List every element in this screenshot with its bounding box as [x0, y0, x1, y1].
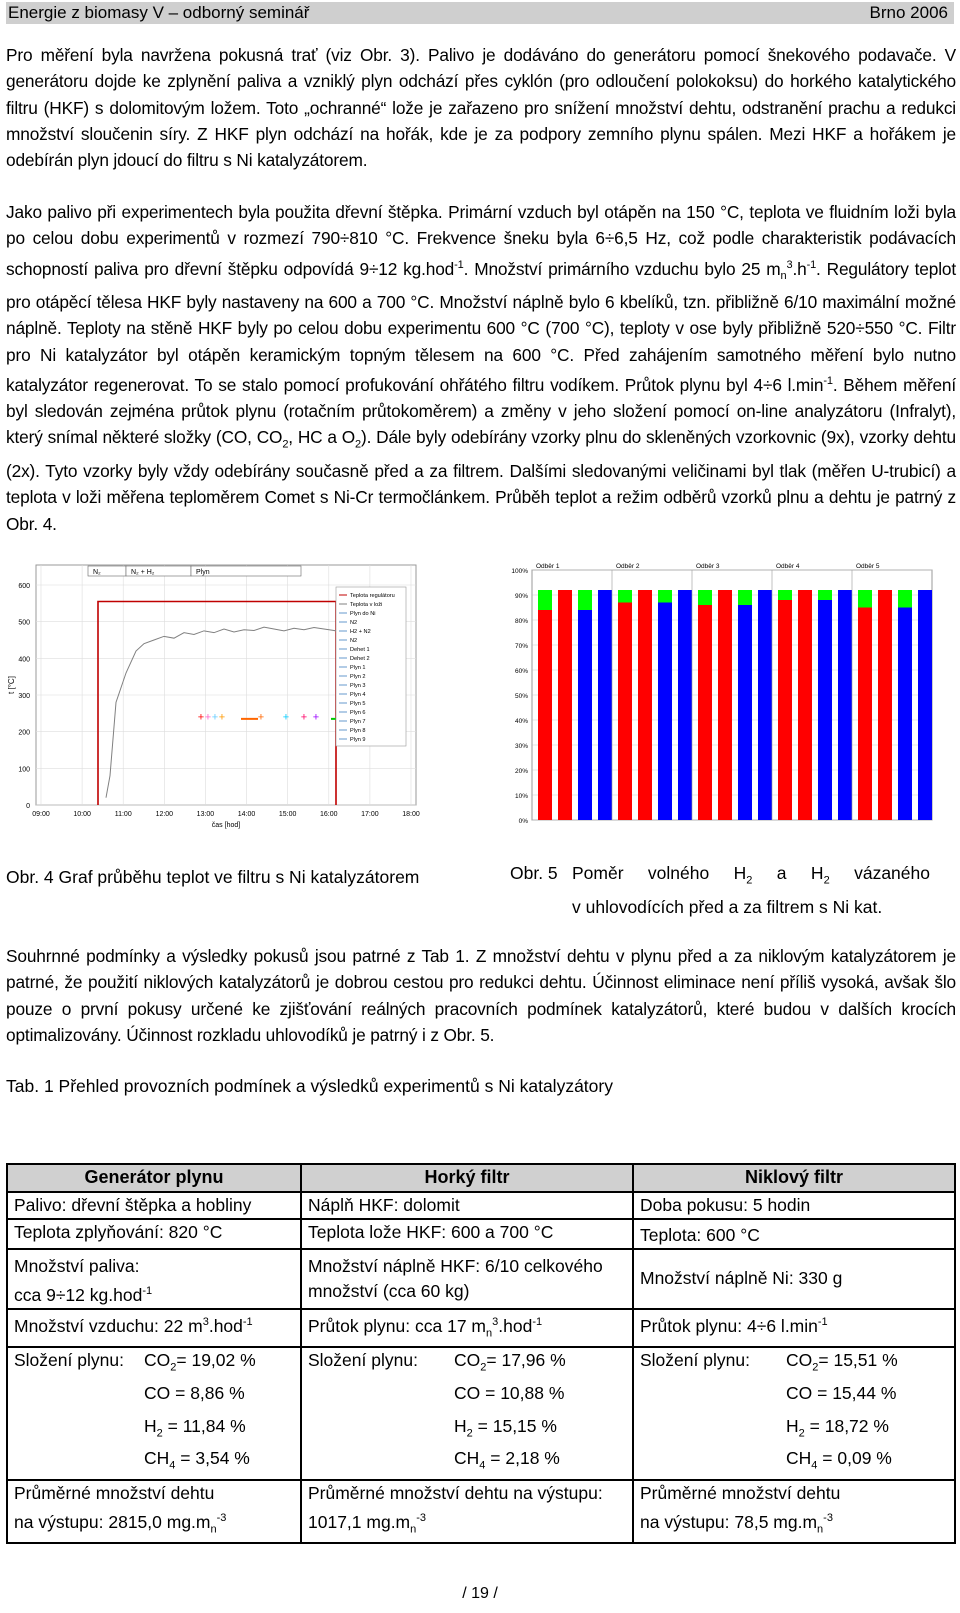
page-number: / 19 /: [462, 1585, 498, 1602]
fig5-group-label: Odběr 2: [616, 563, 640, 570]
fig5-bar-segment: [698, 590, 712, 605]
fig4-legend-entry: Plyn 4: [350, 692, 366, 698]
fig4-sample-marker: +: [218, 711, 226, 724]
paragraph-3: Souhrnné podmínky a výsledky pokusů jsou patrné z Tab 1. Z množství dehtu v plynu před a za niklovým katalyzátorem je patrné, že použití niklových katalyzátorů je dobrou cestou pro redukci dehtu. Účinnost eliminace není příliš vysoká, avšak šlo pouze o první pokusy určené ke zjišťování reálných pracovních podmínek katalyzátorů, které budou v dalších krocích optimalizovány. Účinnost rozkladu uhlovodíků je patrný i z Obr. 5.: [6, 946, 956, 1045]
fig5-y-tick: 10%: [514, 793, 528, 800]
fig4-legend-entry: Dehet 2: [350, 656, 370, 662]
fig5-group-label: Odběr 4: [776, 563, 800, 570]
fig5-bar: [618, 603, 632, 821]
fig5-bar-segment: [818, 590, 832, 600]
fig4-y-tick: 100: [18, 766, 30, 774]
fig5-bar-segment: [618, 590, 632, 603]
fig4-x-tick: 15:00: [278, 811, 297, 818]
fig5-bar: [538, 610, 552, 820]
fig5-group-label: Odběr 1: [536, 563, 560, 570]
fig5-bar: [918, 590, 932, 820]
fig4-legend-entry: Dehet 1: [350, 647, 370, 653]
fig5-bar: [818, 600, 832, 820]
fig5-bar-segment: [858, 590, 872, 608]
fig5-plot: [511, 563, 932, 825]
fig4-x-tick: 13:00: [196, 811, 215, 818]
fig5-y-tick: 0%: [518, 818, 528, 825]
fig5-bar: [758, 590, 772, 820]
results-table: [6, 1163, 956, 1544]
figure-4-caption: Obr. 4 Graf průběhu teplot ve filtru s Ni katalyzátorem: [6, 867, 420, 887]
fig4-x-tick: 17:00: [361, 811, 379, 818]
fig4-legend-entry: Plyn 5: [350, 701, 366, 707]
figure-5-caption: Obr. 5 Poměr volného $H_2$ a $H_2$ vázaného v uhlovodících před a za filtrem s Ni kat.: [510, 863, 930, 917]
fig5-group-label: Odběr 5: [856, 563, 880, 570]
fig4-sample-marker: +: [282, 711, 290, 724]
fig4-sample-marker: +: [312, 711, 320, 724]
fig4-zone-label: N₂: [93, 569, 101, 576]
fig4-x-tick: 11:00: [114, 811, 132, 818]
fig4-sample-marker: +: [211, 711, 219, 724]
fig5-bar: [678, 590, 692, 820]
table-row-tar: Průměrné množství dehtu na výstupu: 2815,0 $mg.m_n^{-3}$ Průměrné množství dehtu na výstupu: 1017,1 $mg.m_n^{-3}$ Průměrné množství dehtu na výstupu: 78,5 $mg.m_n^{-3}$: [7, 1480, 955, 1543]
fig4-y-tick: 0: [26, 803, 30, 810]
fig4-legend-entry: H2 + N2: [350, 629, 371, 635]
fig5-bar: [658, 603, 672, 821]
fig5-bar: [878, 590, 892, 820]
fig5-bar-segment: [738, 590, 752, 605]
table-row: Palivo: dřevní štěpka a hobliny Náplň HKF: dolomit Doba pokusu: 5 hodin: [7, 1192, 955, 1219]
fig5-bar: [858, 608, 872, 821]
fig5-y-tick: 20%: [514, 768, 528, 775]
table-header-nickel-filter: Niklový filtr: [633, 1164, 955, 1192]
fig4-y-tick: 500: [18, 619, 30, 627]
fig4-x-tick: 18:00: [402, 811, 420, 818]
fig4-legend-entry: N2: [350, 620, 358, 626]
fig4-legend-entry: N2: [350, 638, 358, 644]
fig4-sample-marker: +: [300, 711, 308, 724]
header-left: Energie z biomasy V – odborný seminář: [8, 3, 310, 22]
fig4-x-tick: 10:00: [73, 811, 91, 818]
table-title: Tab. 1 Přehled provozních podmínek a výsledků experimentů s Ni katalyzátory: [6, 1076, 613, 1096]
header-right: Brno 2006: [869, 3, 948, 22]
fig4-plot: [7, 565, 420, 829]
fig4-legend-entry: Plyn 8: [350, 728, 366, 734]
fig5-y-tick: 40%: [514, 718, 528, 725]
fig4-x-tick: 09:00: [32, 811, 50, 818]
fig4-legend-entry: Teplota v loži: [350, 602, 383, 608]
paragraph-1: Pro měření byla navržena pokusná trať (viz Obr. 3). Palivo je dodáváno do generátoru pomocí šnekového podavače. V generátoru dojde ke zplynění paliva a vzniklý plyn odchází přes cyklón (pro odloučení polokoksu) do horkého katalytického filtru (HKF) s dolomitovým ložem. Toto „ochranné“ lože je zařazeno pro snížení množství dehtu, odstranění prachu a redukci množství sloučenin síry. Z HKF plyn odchází na hořák, kde je za podpory zemního plynu spálen. Mezi HKF a hořákem je odebírán plyn jdoucí do filtru s Ni katalyzátorem.: [6, 45, 956, 171]
table-header-generator: Generátor plynu: [7, 1164, 301, 1192]
fig5-bar: [698, 605, 712, 820]
table-row: Množství vzduchu: 22 $m^3.hod^{-1}$ Průtok plynu: cca 17 $m_n^3.hod^{-1}$ Průtok plynu: 4÷6 $l.\min^{-1}$: [7, 1309, 955, 1347]
figure-4-chart: [6, 560, 426, 840]
fig5-y-tick: 90%: [514, 593, 528, 600]
fig4-y-tick: 400: [18, 656, 30, 664]
fig4-sample-marker: +: [204, 711, 212, 724]
fig4-y-label: t [°C]: [7, 676, 16, 694]
table-row: Množství paliva: cca 9÷12 kg.hod$^{-1}$ Množství náplně HKF: 6/10 celkového množství (cca 60 kg) Množství náplně Ni: 330 g: [7, 1249, 955, 1309]
fig5-y-tick: 50%: [514, 693, 528, 700]
fig5-bar-segment: [578, 590, 592, 610]
fig4-zone-label: Plyn: [196, 569, 210, 576]
fig4-legend-entry: Plyn 9: [350, 737, 366, 743]
fig5-bar: [798, 590, 812, 820]
fig4-y-tick: 300: [18, 693, 30, 700]
fig5-bar: [638, 590, 652, 820]
fig5-bar: [558, 590, 572, 820]
fig5-y-tick: 60%: [514, 668, 528, 675]
fig4-x-tick: 16:00: [320, 811, 338, 818]
fig5-bar: [718, 590, 732, 820]
fig5-bar: [898, 608, 912, 821]
fig4-x-tick: 14:00: [237, 811, 256, 818]
fig4-legend-entry: Plyn do Ni: [350, 611, 376, 617]
fig5-bar-segment: [778, 590, 792, 600]
fig4-sample-marker: +: [257, 711, 265, 724]
fig4-sample-marker: +: [197, 711, 205, 724]
fig5-bar: [778, 600, 792, 820]
fig4-legend-entry: Teplota regulátoru: [350, 593, 395, 599]
fig5-y-tick: 100%: [511, 568, 528, 575]
fig4-legend-entry: Plyn 6: [350, 710, 366, 716]
fig4-legend-entry: Plyn 2: [350, 674, 366, 680]
fig4-legend-entry: Plyn 3: [350, 683, 366, 689]
fig5-bar-segment: [538, 590, 552, 610]
fig4-y-tick: 200: [18, 729, 30, 737]
fig5-bar: [598, 590, 612, 820]
paragraph-2: Jako palivo při experimentech byla použita dřevní štěpka. Primární vzduch byl otápěn na 150 °C, teplota ve fluidním loži byla po celou dobu experimentů v rozmezí 790÷810 °C. Frekvence šneku byla 6÷6,5 Hz, což podle charakteristik podávacích schopností paliva pro dřevní štěpku odpovídá 9÷12 kg.hod$^{-1}$. Množství primárního vzduchu bylo 25 $m_n^3.h^{-1}$. Regulátory teplot pro otápěcí tělesa HKF byly nastaveny na 600 a 700 °C. Množství náplně bylo 6 kbelíků, tzn. přibližně 6/10 maximální možné náplně. Teploty na stěně HKF byly po celou dobu experimentu 600 °C (700 °C), teploty v ose byly přibližně 520÷550 °C. Filtr pro Ni katalyzátor byl otápěn keramickým topným tělesem na 600 °C. Před zahájením samotného měření bylo nutno katalyzátor regenerovat. To se stalo pomocí profukování ohřátého filtru vodíkem. Průtok plynu byl 4÷6 $l.\min^{-1}$. Během měření byl sledován zejména průtok plynu (rotačním průtokoměrem) a změny v jeho složení pomocí on-line analyzátoru (Infralyt), který snímal některé složky (CO, $CO_2$, HC a $O_2$). Dále byly odebírány vzorky plnu do skleněných vzorkovnic (9x), vzorky dehtu (2x). Tyto vzorky byly vždy odebírány současně před a za filtrem. Dalšími sledovanými veličinami byl tlak (měřen U-trubicí) a teplota v loži měřena teploměrem Comet s Ni-Cr termočlánkem. Průběh teplot a režim odběrů vzorků plnu a dehtu je patrný z Obr. 4.: [6, 202, 957, 534]
fig5-y-tick: 80%: [514, 618, 528, 625]
fig4-legend-entry: Plyn 7: [350, 719, 366, 725]
fig5-group-label: Odběr 3: [696, 563, 720, 570]
fig5-bar-segment: [898, 590, 912, 608]
fig4-x-tick: 12:00: [155, 811, 174, 818]
table-row: Teplota zplyňování: 820 °C Teplota lože HKF: 600 a 700 °C Teplota: 600 °C: [7, 1219, 955, 1249]
table-row-composition: Složení plynu: $CO_2= 19,02$ % CO = 8,86 % $H_2 = 11,84$ % $CH_4 = 3,54$ % Složení plynu: $CO_2= 17,96$ % CO = 10,88 % $H_2 = 15,15$ % $CH_4 = 2,18$ % Složení plynu: $CO_2= 15,51$ % CO = 15,44 % $H_2 = 18,72$ % $CH_4 = 0,09$ %: [7, 1347, 955, 1480]
fig5-bar: [838, 590, 852, 820]
fig5-y-tick: 30%: [514, 743, 528, 750]
fig4-legend-entry: Plyn 1: [350, 665, 366, 671]
page-header: [6, 2, 954, 24]
fig5-bar-segment: [658, 590, 672, 603]
table-header-hot-filter: Horký filtr: [301, 1164, 633, 1192]
fig4-x-label: čas [hod]: [211, 822, 241, 829]
fig5-bar: [578, 610, 592, 820]
fig4-zone-label: N₂ + H₂: [131, 569, 155, 576]
fig4-y-tick: 600: [18, 583, 30, 590]
fig5-bar: [738, 605, 752, 820]
figure-5-chart: [500, 560, 940, 840]
fig5-y-tick: 70%: [514, 643, 528, 650]
